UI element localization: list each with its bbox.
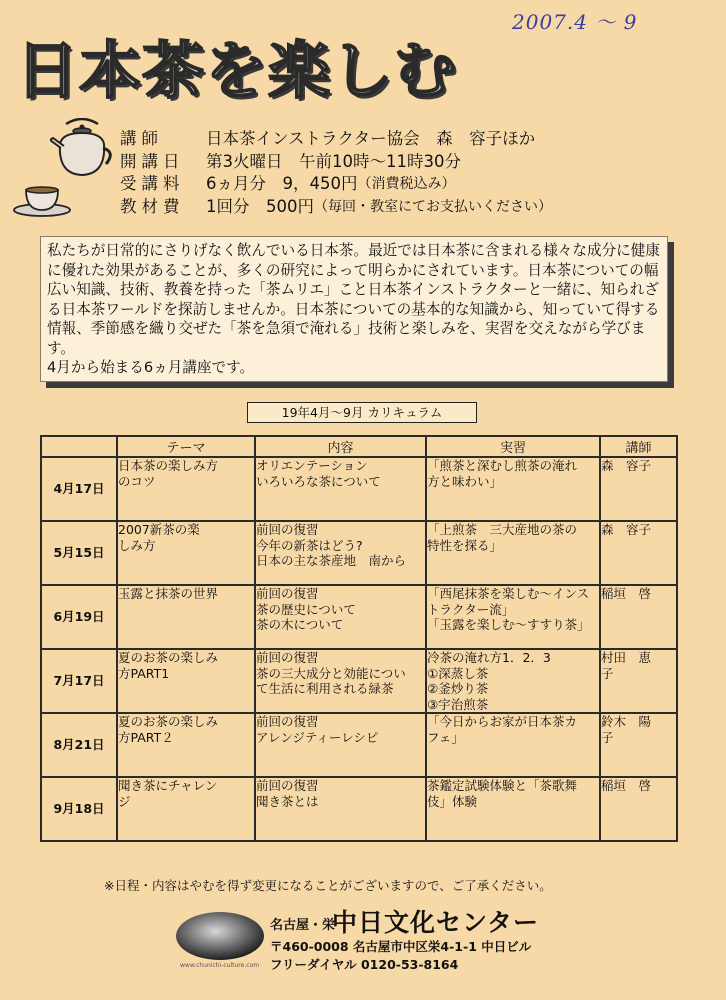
- cell-line: フェ」: [427, 729, 464, 745]
- info-row-lecturer: [120, 128, 552, 151]
- cell-content: [255, 457, 426, 521]
- info-note: （消費税込み）: [357, 176, 456, 192]
- cell-line: 茶の三大成分と効能につい: [256, 665, 406, 681]
- organization-prefix: 名古屋・栄: [270, 918, 336, 933]
- cell-date: 6月19日: [41, 585, 117, 649]
- cell-line: 方PART２: [118, 729, 174, 745]
- cell-line: 鈴木 陽: [601, 714, 652, 729]
- info-row-fee: [120, 173, 552, 196]
- cell-line: トラクター流」: [427, 601, 515, 617]
- cell-date: 7月17日: [41, 649, 117, 713]
- header-theme: テーマ: [117, 436, 255, 457]
- cell-practice: [426, 585, 600, 649]
- footnote: ※日程・内容はやむを得ず変更になることがございますので、ご了承ください。: [104, 878, 552, 893]
- cell-line: 前回の復習: [256, 778, 319, 793]
- info-value: 6ヵ月分 9，450円: [206, 174, 358, 193]
- cell-line: 「西尾抹茶を楽しむ～インス: [427, 586, 590, 601]
- cell-line: 方と味わい」: [427, 473, 503, 489]
- cell-lecturer: [600, 649, 677, 713]
- cell-line: 茶の木について: [256, 617, 344, 632]
- cell-practice: [426, 649, 600, 713]
- table-row: [41, 649, 677, 713]
- cell-line: ③宇治煎茶: [427, 696, 489, 712]
- table-row: [41, 521, 677, 585]
- cell-date: 4月17日: [41, 457, 117, 521]
- logo-url: www.chunichi-culture.com: [180, 962, 260, 969]
- cell-content: [255, 585, 426, 649]
- cell-line: 子: [601, 665, 614, 681]
- cell-line: 前回の復習: [256, 650, 319, 665]
- cell-date: 5月15日: [41, 521, 117, 585]
- cell-line: 「玉露を楽しむ～すすり茶」: [427, 617, 590, 632]
- cell-line: オリエンテーション: [256, 458, 368, 473]
- cell-lecturer: [600, 713, 677, 777]
- cell-line: 日本の主な茶産地 南から: [256, 553, 407, 568]
- cell-date: 9月18日: [41, 777, 117, 841]
- info-label: 受講料: [120, 174, 185, 193]
- table-row: [41, 585, 677, 649]
- intro-text: 私たちが日常的にさりげなく飲んでいる日本茶。最近では日本茶に含まれる様々な成分に健康に優れた効果があることが、多くの研究によって明らかにされています。日本茶についての幅広い知識、技術、教養を持った「茶ムリエ」こと日本茶インストラクターと一緒に、知られざる日本茶ワールドを探訪しませんか。日本茶についての基本的な知識から、知っていて得する情報、季節感を織り交ぜた「茶を急須で淹れる」技術と楽しみを、実習を交えながら学びます。 4月から始まる6ヵ月講座です。: [40, 236, 668, 382]
- info-value: 日本茶インストラクター協会 森 容子ほか: [206, 129, 536, 148]
- header-date: [41, 436, 117, 457]
- info-note: （毎回・教室にてお支払いください）: [314, 198, 552, 215]
- cell-line: いろいろな茶について: [256, 473, 381, 489]
- cell-line: 2007新茶の楽: [118, 522, 200, 537]
- table-row: [41, 713, 677, 777]
- cell-lecturer: [600, 457, 677, 521]
- table-row: [41, 457, 677, 521]
- cell-theme: [117, 649, 255, 713]
- cell-line: 前回の復習: [256, 714, 319, 729]
- cell-line: ②釜炒り茶: [427, 681, 489, 696]
- info-row-schedule: [120, 151, 552, 174]
- cell-line: 夏のお茶の楽しみ: [118, 650, 219, 665]
- cell-lecturer: [600, 521, 677, 585]
- cell-content: [255, 777, 426, 841]
- teapot-icon: [50, 118, 114, 180]
- cell-line: のコツ: [118, 473, 156, 489]
- organization-freedial: フリーダイヤル 0120-53-8164: [270, 957, 459, 972]
- cell-practice: [426, 457, 600, 521]
- cell-practice: [426, 521, 600, 585]
- cell-line: 夏のお茶の楽しみ: [118, 714, 219, 729]
- table-row: [41, 777, 677, 841]
- cell-line: 「上煎茶 三大産地の茶の: [427, 522, 578, 537]
- cell-line: 日本茶の楽しみ方: [118, 458, 219, 473]
- cell-line: 今年の新茶はどう?: [256, 537, 363, 553]
- cell-theme: [117, 777, 255, 841]
- cell-line: ①深蒸し茶: [427, 665, 489, 681]
- cell-line: 森 容子: [601, 522, 652, 537]
- cell-line: 方PART1: [118, 665, 170, 681]
- cell-content: [255, 521, 426, 585]
- header-lecturer: 講師: [600, 436, 677, 457]
- cell-line: アレンジティーレシピ: [256, 729, 379, 745]
- organization-name: 中日文化センター: [332, 908, 540, 937]
- cell-line: 村田 恵: [601, 650, 652, 665]
- cell-lecturer: [600, 777, 677, 841]
- cell-line: 前回の復習: [256, 522, 319, 537]
- cell-line: 稲垣 啓: [601, 586, 652, 601]
- cell-line: ジ: [118, 793, 131, 809]
- cell-content: [255, 713, 426, 777]
- info-value: 1回分 500円: [206, 196, 314, 216]
- curriculum-table: [40, 435, 678, 842]
- cell-theme: [117, 713, 255, 777]
- info-label: 開講日: [120, 151, 185, 171]
- cell-lecturer: [600, 585, 677, 649]
- cell-line: 聞き茶とは: [256, 793, 319, 809]
- header-practice: 実習: [426, 436, 600, 457]
- cell-line: 子: [601, 729, 614, 745]
- course-info: [120, 128, 552, 218]
- cell-line: 伎」体験: [427, 793, 478, 809]
- info-value: 第3火曜日 午前10時～11時30分: [206, 151, 461, 171]
- header-content: 内容: [255, 436, 426, 457]
- cell-content: [255, 649, 426, 713]
- cell-line: て生活に利用される緑茶: [256, 681, 394, 696]
- cell-line: 「煎茶と深むし煎茶の淹れ: [427, 458, 578, 473]
- teacup-icon: [12, 184, 72, 218]
- cell-line: 茶鑑定試験体験と「茶歌舞: [427, 778, 578, 793]
- cell-theme: [117, 457, 255, 521]
- handwritten-date-note: 2007.4 ～ 9: [512, 10, 638, 34]
- cell-practice: [426, 713, 600, 777]
- cell-line: しみ方: [118, 537, 156, 553]
- cell-theme: [117, 585, 255, 649]
- cell-line: 特性を探る」: [427, 537, 503, 553]
- cell-practice: [426, 777, 600, 841]
- logo-icon: [175, 910, 265, 962]
- organization-address: 〒460-0008 名古屋市中区栄4-1-1 中日ビル: [270, 939, 532, 954]
- cell-line: 玉露と抹茶の世界: [118, 586, 219, 601]
- info-label: 教材費: [120, 196, 185, 216]
- cell-line: 森 容子: [601, 458, 652, 473]
- info-row-materials: [120, 196, 552, 219]
- cell-line: 冷茶の淹れ方1．2．3: [427, 650, 551, 665]
- info-label: 講師: [120, 129, 163, 148]
- cell-line: 「今日からお家が日本茶カ: [427, 714, 578, 729]
- curriculum-title: 19年4月～9月 カリキュラム: [247, 402, 477, 423]
- table-header-row: [41, 436, 677, 457]
- cell-line: 前回の復習: [256, 586, 319, 601]
- cell-line: 茶の歴史について: [256, 601, 356, 617]
- cell-line: 稲垣 啓: [601, 778, 652, 793]
- cell-theme: [117, 521, 255, 585]
- cell-line: 聞き茶にチャレン: [118, 778, 218, 793]
- cell-date: 8月21日: [41, 713, 117, 777]
- page-title: 日本茶を楽しむ: [16, 34, 458, 107]
